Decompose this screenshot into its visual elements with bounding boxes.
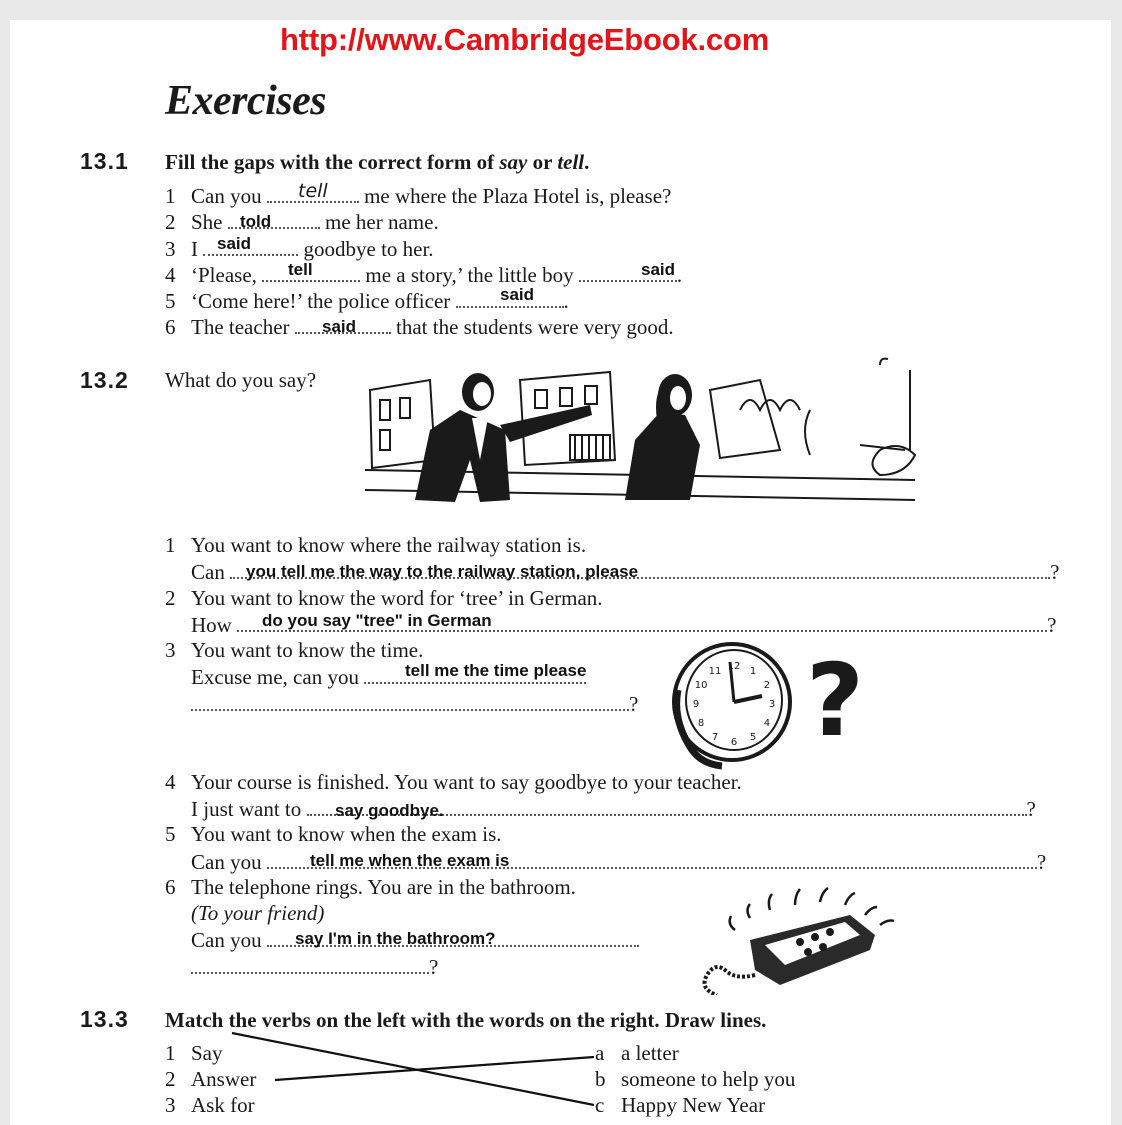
exercise-13-2-context: (To your friend) (191, 901, 325, 925)
worksheet-page (10, 20, 1111, 1125)
exercise-13-2-answer-line-4: I just want to ? (191, 797, 1036, 821)
exercise-13-2-answer-line-6b: ? (191, 954, 438, 980)
clock-numeral: 6 (730, 737, 738, 748)
exercise-13-2-answer-line-1: Can ? (191, 560, 1060, 584)
clock-numeral: 4 (763, 718, 771, 729)
match-line-2-a (275, 1057, 594, 1080)
clock-numeral: 12 (727, 661, 741, 672)
clock-numeral: 5 (749, 731, 757, 743)
exercise-13-1-item-1: 1 Can you me where the Plaza Hotel is, please? (165, 184, 672, 208)
exercise-13-2-answer-line-5: Can you ? (191, 850, 1047, 874)
exercise-13-1-item-3: 3 I goodbye to her. (165, 237, 434, 261)
typed-answer: you tell me the way to the railway station, please (246, 562, 639, 581)
instruction-13-1: Fill the gaps with the correct form of say or tell. (165, 150, 590, 174)
typed-answer: tell me the time please (405, 661, 587, 680)
site-url[interactable]: http://www.CambridgeEbook.com (280, 22, 770, 57)
typed-answer: tell (288, 260, 313, 279)
exercise-13-2-item-3: 3 You want to know the time. (165, 638, 424, 662)
typed-answer: say I'm in the bathroom? (295, 929, 496, 948)
exercise-13-1-item-5: 5 ‘Come here!’ the police officer . (165, 289, 569, 313)
exercise-13-2-item-5: 5 You want to know when the exam is. (165, 822, 502, 846)
clock-numeral: 1 (749, 666, 757, 678)
exercise-13-2-item-6: 6 The telephone rings. You are in the bathroom. (165, 875, 576, 899)
instruction-13-3: Match the verbs on the left with the words on the right. Draw lines. (165, 1008, 767, 1032)
section-number-13-3: 13.3 (80, 1006, 129, 1032)
typed-answer: say goodbye. (335, 801, 444, 820)
handwritten-answer: tell (298, 180, 328, 202)
clock-numeral: 11 (708, 666, 722, 678)
typed-answer: said (322, 317, 357, 336)
clock-numeral: 3 (768, 699, 776, 710)
match-right-item[interactable]: c Happy New Year (595, 1093, 766, 1117)
exercise-13-2-answer-line-3b: ? (191, 691, 638, 717)
clock-numeral: 2 (763, 680, 771, 691)
question-mark-icon: ? (805, 642, 865, 759)
exercise-13-2-item-4: 4 Your course is finished. You want to say goodbye to your teacher. (165, 770, 742, 794)
typed-answer: told (240, 212, 272, 231)
typed-answer: said (641, 260, 676, 279)
section-number-13-2: 13.2 (80, 367, 129, 393)
instruction-13-2: What do you say? (165, 368, 317, 392)
exercise-13-2-answer-line-2: How ? (191, 613, 1057, 637)
matching-lines (10, 20, 1111, 1125)
typed-answer: said (500, 285, 535, 304)
match-right-item[interactable]: b someone to help you (595, 1067, 796, 1091)
typed-answer: said (217, 234, 252, 253)
page-title: Exercises (165, 78, 327, 124)
match-left-item[interactable]: 3 Ask for (165, 1093, 255, 1117)
exercise-13-2-item-1: 1 You want to know where the railway station is. (165, 533, 587, 557)
match-right-item[interactable]: a a letter (595, 1041, 679, 1065)
exercise-13-1-item-6: 6 The teacher that the students were very good. (165, 315, 674, 339)
match-left-item[interactable]: 1 Say (165, 1041, 223, 1065)
clock-numeral: 8 (697, 718, 705, 729)
typed-answer: do you say "tree" in German (262, 611, 492, 630)
match-left-item[interactable]: 2 Answer (165, 1067, 257, 1091)
exercise-13-1-item-4: 4 ‘Please, me a story,’ the little boy . (165, 263, 683, 287)
typed-answer: tell me when the exam is (310, 851, 510, 870)
clock-numeral: 7 (711, 731, 719, 743)
clock-numeral: 10 (694, 680, 708, 691)
exercise-13-2-answer-line-6: Can you (191, 927, 639, 953)
exercise-13-2-item-2: 2 You want to know the word for ‘tree’ in German. (165, 586, 603, 610)
exercise-13-1-item-2: 2 She me her name. (165, 210, 439, 234)
exercise-13-2-answer-line-3: Excuse me, can you (191, 664, 586, 690)
section-number-13-1: 13.1 (80, 148, 129, 174)
clock-numeral: 9 (692, 699, 700, 710)
